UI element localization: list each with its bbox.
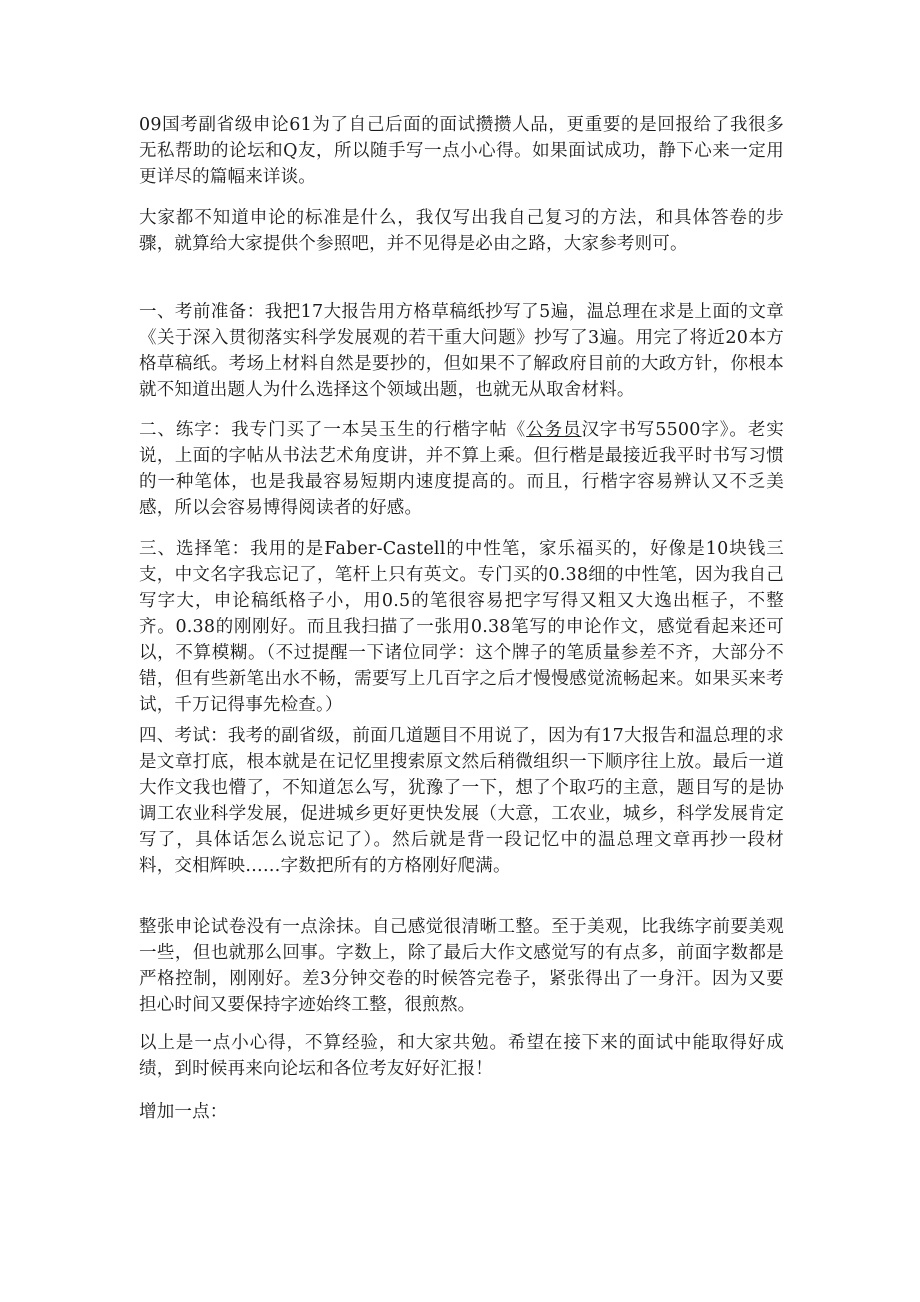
civil-servant-link[interactable]: 公务员 [526, 420, 582, 440]
section-preparation-paragraph: 一、考前准备：我把17大报告用方格草稿纸抄写了5遍，温总理在求是上面的文章《关于深入贯彻落实科学发展观的若干重大问题》抄写了3遍。用完了将近20本方格草稿纸。考场上材料自然是要抄的，但如果不了解政府目前的大政方针，你根本就不知道出题人为什么选择这个领域出题，也就无从取舍材料。 [139, 302, 784, 400]
disclaimer-paragraph: 大家都不知道申论的标准是什么，我仅写出我自己复习的方法，和具体答卷的步骤，就算给大家提供个参照吧，并不见得是必由之路，大家参考则可。 [139, 208, 784, 254]
handwriting-text-before: 二、练字：我专门买了一本吴玉生的行楷字帖《 [139, 420, 527, 440]
addendum-heading: 增加一点： [139, 1102, 228, 1122]
section-handwriting-paragraph [139, 417, 784, 521]
section-exam-paragraph: 四、考试：我考的副省级，前面几道题目不用说了，因为有17大报告和温总理的求是文章打底，根本就是在记忆里搜索原文然后稍微组织一下顺序往上放。最后一道大作文我也懵了，不知道怎么写，犹豫了一下，想了个取巧的主意，题目写的是协调工农业科学发展，促进城乡更好更快发展（大意，工农业，城乡，科学发展肯定写了，具体话怎么说忘记了）。然后就是背一段记忆中的温总理文章再抄一段材料，交相辉映……字数把所有的方格刚好爬满。 [139, 726, 784, 876]
section-pen-paragraph: 三、选择笔：我用的是Faber-Castell的中性笔，家乐福买的，好像是10块钱三支，中文名字我忘记了，笔杆上只有英文。专门买的0.38细的中性笔，因为我自己写字大，申论稿纸格子小，用0.5的笔很容易把字写得又粗又大逸出框子，不整齐。0.38的刚刚好。而且我扫描了一张用0.38笔写的申论作文，感觉看起来还可以，不算模糊。（不过提醒一下诸位同学：这个牌子的笔质量参差不齐，大部分不错，但有些新笔出水不畅，需要写上几百字之后才慢慢感觉流畅起来。如果买来考试，千万记得事先检查。） [139, 539, 784, 715]
handwriting-text-after: 汉字书写5500字》。老实说，上面的字帖从书法艺术角度讲，并不算上乘。但行楷是最接近我平时书写习惯的一种笔体，也是我最容易短期内速度提高的。而且，行楷字容易辨认又不乏美感，所以会容易博得阅读者的好感。 [139, 420, 784, 518]
summary-paragraph: 整张申论试卷没有一点涂抹。自己感觉很清晰工整。至于美观，比我练字前要美观一些，但也就那么回事。字数上，除了最后大作文感觉写的有点多，前面字数都是严格控制，刚刚好。差3分钟交卷的时候答完卷子，紧张得出了一身汗。因为又要担心时间又要保持字迹始终工整，很煎熬。 [139, 917, 784, 1015]
intro-paragraph: 09国考副省级申论61为了自己后面的面试攒攒人品，更重要的是回报给了我很多无私帮助的论坛和Q友，所以随手写一点小心得。如果面试成功，静下心来一定用更详尽的篇幅来详谈。 [139, 115, 784, 187]
closing-paragraph: 以上是一点小心得，不算经验，和大家共勉。希望在接下来的面试中能取得好成绩，到时候再来向论坛和各位考友好好汇报！ [139, 1033, 784, 1079]
